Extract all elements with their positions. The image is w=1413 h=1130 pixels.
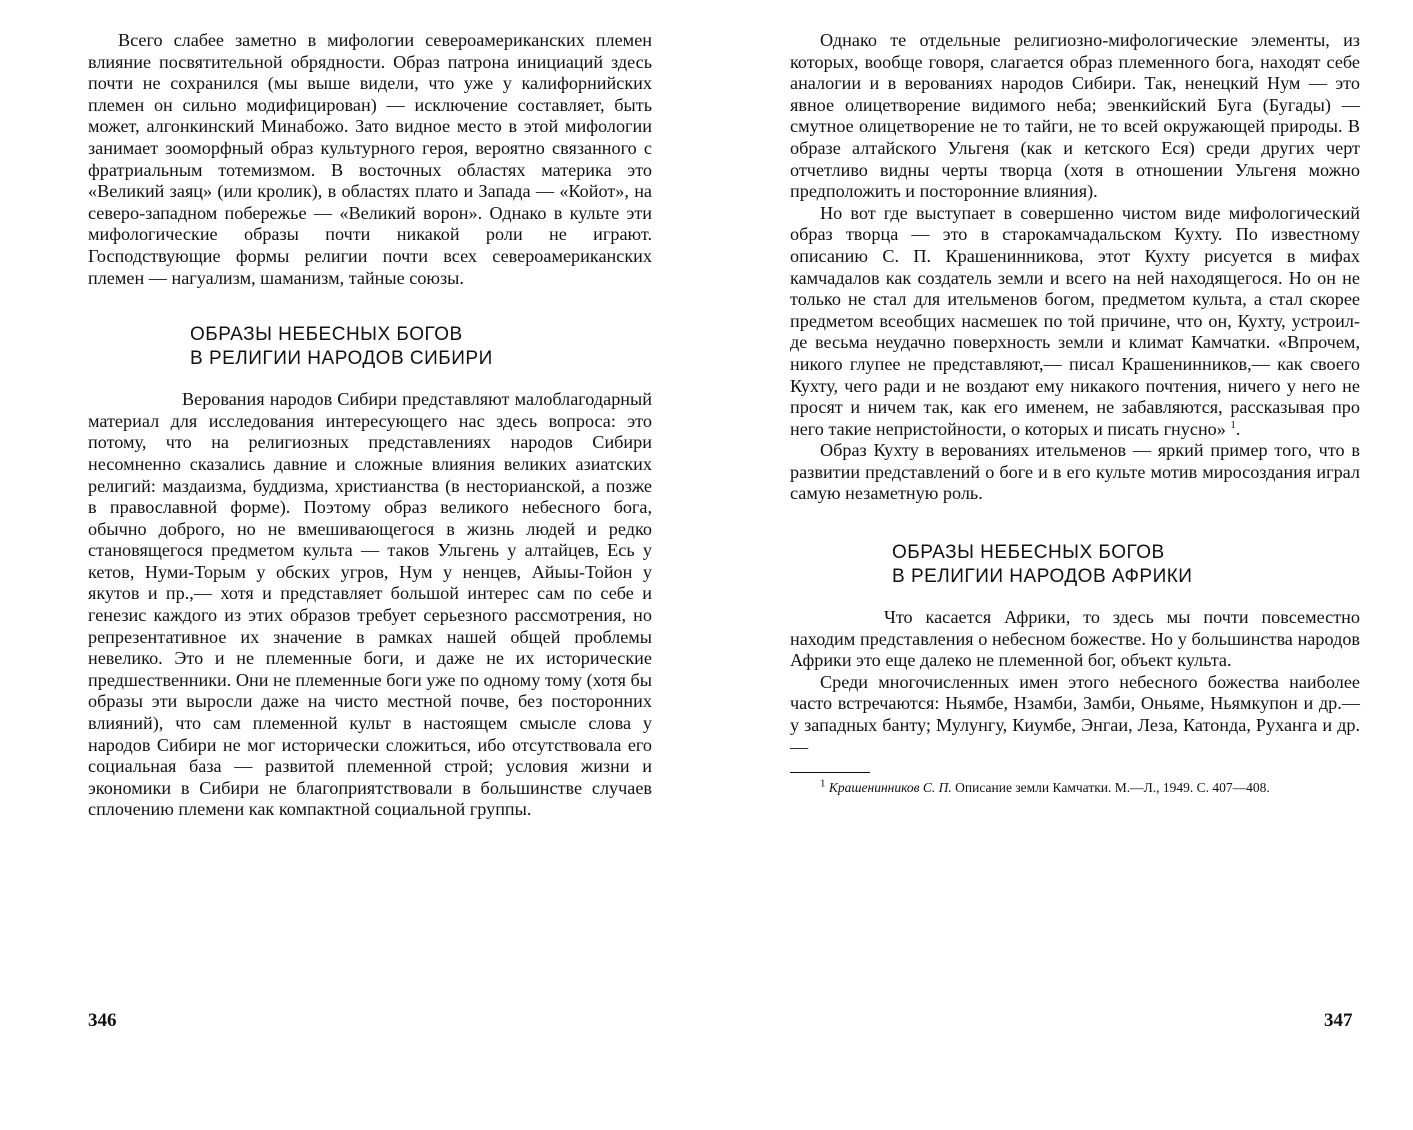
heading-africa-line-2: В РЕЛИГИИ НАРОДОВ АФРИКИ	[892, 566, 1193, 588]
page-number-left: 346	[88, 1010, 117, 1031]
heading-siberia-line-2: В РЕЛИГИИ НАРОДОВ СИБИРИ	[190, 348, 493, 370]
footnote-divider	[790, 772, 870, 773]
right-paragraph-5: Среди многочисленных имен этого небесного божества наиболее часто встречаются: Ньямбе, Нзамби, Замби, Оньяме, Ньямкупон и др.— у западных банту; Мулунгу, Киумбе, Энгаи, Леза, Катонда, Руханга и др.—	[790, 671, 1360, 757]
left-paragraph-1: Всего слабее заметно в мифологии североамериканских племен влияние посвятительной обрядности. Образ патрона инициаций здесь почти не сохранился (мы выше видели, что уже у калифорнийских племен он сильно модифицирован) — исключение составляет, быть может, алгонкинский Минабожо. Зато видное место в этой мифологии занимает зооморфный образ культурного героя, вероятно связанного с фратриальным тотемизмом. В восточных областях материка это «Великий заяц» (или кролик), в областях плато и Запада — «Койот», на северо-западном побережье — «Великий ворон». Однако в культе эти мифологические образы почти никакой роли не играют. Господствующие формы религии почти всех североамериканских племен — нагуализм, шаманизм, тайные союзы.	[88, 30, 652, 288]
heading-africa-line-1: ОБРАЗЫ НЕБЕСНЫХ БОГОВ	[892, 542, 1165, 564]
left-page	[0, 0, 706, 1130]
section-heading-africa	[892, 541, 1360, 589]
page-number-right: 347	[1324, 1010, 1353, 1031]
right-paragraph-2-text: Но вот где выступает в совершенно чистом виде мифологический образ творца — это в старокамчадальском Кухту. По известному описанию С. П. Крашенинникова, этот Кухту рисуется в мифах камчадалов как создатель земли и всего на ней находящегося. Но он не только не стал для ительменов богом, предметом культа, а стал скорее предметом всеобщих насмешек по той причине, что он, Кухту, устроил-де весьма неудачно поверхность земли и климат Камчатки. «Впрочем, никого глупее не представляют,— писал Крашенинников,— как своего Кухту, чего ради и не воздают ему никакого почтения, ничего у него не просят и ничем так, как его именем, не забавляются, рассказывая про него такие непристойности, о которых и писать гнусно»	[790, 202, 1360, 439]
footnote-number: 1	[820, 777, 826, 790]
right-paragraph-1: Однако те отдельные религиозно-мифологические элементы, из которых, вообще говоря, слагается образ племенного бога, находят себе аналогии и в верованиях народов Сибири. Так, ненецкий Нум — это явное олицетворение видимого неба; эвенкийский Буга (Бугады) — смутное олицетворение не то тайги, не то всей окружающей природы. В образе алтайского Ульгеня (как и кетского Еся) среди других черт отчетливо видны черты творца (хотя в отношении Ульгеня можно предположить и посторонние влияния).	[790, 30, 1360, 202]
footnote-author: Крашенинников С. П.	[828, 780, 952, 796]
footnote	[790, 779, 1360, 796]
heading-siberia-line-1: ОБРАЗЫ НЕБЕСНЫХ БОГОВ	[190, 324, 463, 346]
footnote-reference[interactable]: 1	[1230, 418, 1236, 431]
right-paragraph-2: Но вот где выступает в совершенно чистом виде мифологический образ творца — это в старокамчадальском Кухту. По известному описанию С. П. Крашенинникова, этот Кухту рисуется в мифах камчадалов как создатель земли и всего на ней находящегося. Но он не только не стал для ительменов богом, предметом культа, а стал скорее предметом всеобщих насмешек по той причине, что он, Кухту, устроил-де весьма неудачно поверхность земли и климат Камчатки. «Впрочем, никого глупее не представляют,— писал Крашенинников,— как своего Кухту, чего ради и не воздают ему никакого почтения, ничего у него не просят и ничем так, как его именем, не забавляются, рассказывая про него такие непристойности, о которых и писать гнусно» $^1$.	[790, 202, 1360, 439]
right-paragraph-3: Образ Кухту в верованиях ительменов — яркий пример того, что в развитии представлений о боге и в его культе мотив миросоздания играл самую незаметную роль.	[790, 440, 1360, 504]
section-heading-siberia	[190, 323, 652, 371]
right-page	[706, 0, 1413, 1130]
left-text-column	[88, 30, 652, 821]
left-paragraph-2: Верования народов Сибири представляют малоблагодарный материал для исследования интересующего нас здесь вопроса: это потому, что на религиозных представлениях народов Сибири несомненно сказались давние и сложные влияния великих азиатских религий: маздаизма, буддизма, христианства (в несторианской, а позже в православной форме). Поэтому образ великого небесного бога, обычно доброго, но не вмешивающегося в жизнь людей и редко становящегося предметом культа — таков Ульгень у алтайцев, Есь у кетов, Нуми-Торым у обских угров, Нум у ненцев, Айыы-Тойон у якутов и пр.,— хотя и представляет большой интерес сам по себе и генезис каждого из этих образов требует серьезного рассмотрения, но репрезентативное их значение в рамках нашей общей проблемы невелико. Это и не племенные боги, и даже не их исторические предшественники. Они не племенные боги уже по одному тому (хотя бы образы эти выросли даже на чисто местной почве, без посторонних влияний), что сам племенной культ в настоящем смысле слова у народов Сибири не мог исторически сложиться, ибо отсутствовала его социальная база — развитой племенной строй; условия жизни и экономики в Сибири не благоприятствовали в большинстве случаев сплочению племени как компактной социальной группы.	[88, 389, 652, 820]
right-paragraph-4: Что касается Африки, то здесь мы почти повсеместно находим представления о небесном божестве. Но у большинства народов Африки это еще далеко не племенной бог, объект культа.	[790, 607, 1360, 671]
footnote-text: Описание земли Камчатки. М.—Л., 1949. С. 407—408.	[955, 780, 1270, 796]
right-text-column	[790, 30, 1360, 796]
